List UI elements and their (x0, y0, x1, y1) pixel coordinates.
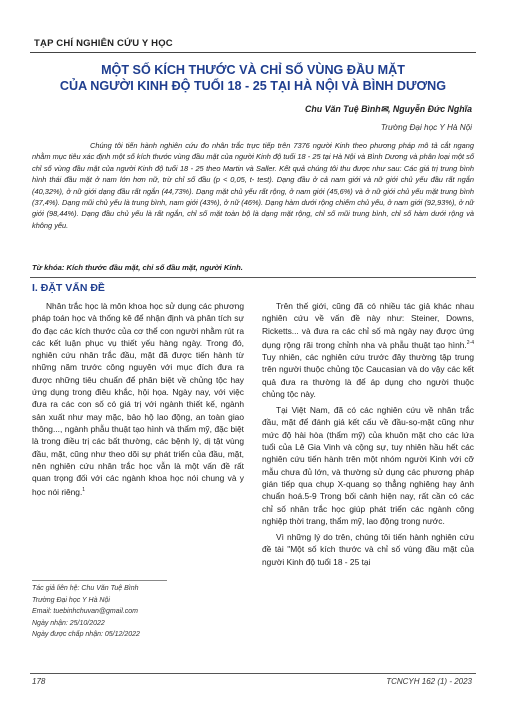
corr-accepted: Ngày được chấp nhận: 05/12/2022 (32, 631, 140, 639)
citation-sup: 2-4 (466, 339, 474, 346)
header-rule (30, 52, 476, 53)
correspondence-block (32, 583, 242, 641)
title-line-2: CỦA NGƯỜI KINH ĐỘ TUỔI 18 - 25 TẠI HÀ NỘI VÀ BÌNH DƯƠNG (59, 79, 447, 93)
left-column (32, 300, 244, 503)
abstract: Chúng tôi tiến hành nghiên cứu đo nhân trắc trực tiếp trên 7376 người Kinh theo phương pháp mô tả cắt ngang nhằm mục tiêu xác định một số kích thước vùng đầu mặt của người Kinh độ tuổi 18 - 25 tại Hà Nội và Bình Dương và phân loại một số chỉ số vùng đầu mặt của người Kinh độ tuổi 18 - 25 theo Martin và Saller. Kết quả chúng tôi thu được như sau: Các giá trị trung bình hình thái đầu mặt ở nam lớn hơn nữ, trừ chỉ số đầu (p < 0,05, t- test). Dạng đầu ở cả nam giới và nữ giới chủ yếu đầu rất ngắn (40,32%), ở nữ giới dạng đầu rất ngắn (44,73%). Dạng mặt chủ yếu rất rộng, ở nam giới (45,6%) và ở nữ giới chủ yếu mặt trung bình (37,4%). Dạng mũi chủ yếu là trung bình, nam giới (43%), ở nữ (46%). Dạng hàm dưới rộng chiếm chủ yếu, ở nam giới (92,93%), ở nữ giới (98,44%). Dạng đầu chủ yếu là rất ngắn, chỉ số mặt toàn bộ là dạng mặt rộng, chỉ số mũi trung bình, chỉ số hàm dưới rộng và không yếu. (32, 141, 474, 230)
left-paragraph-1: Nhân trắc học là môn khoa học sử dụng các phương pháp toán học và thống kê để nhận định và phân tích sự đo đạc các kích thước của cơ thể con người nhằm rút ra các kết luận phục vụ thiết yếu hàng ngày. Trong đó, nghiên cứu nhân trắc đầu, mặt đã được tiến hành từ những năm trước công nguyên với mục đích đưa ra được những tiêu chuẩn để phân biệt về chủng tộc hay ứng dụng trong điêu khắc, hội họa. Ngày nay, với việc đưa ra các con số có giá trị với ngành thiết kế, ngành sản xuất như may mặc, bảo hộ lao động, an toàn giao thông..., ngành phẫu thuật tạo hình và thẩm mỹ, đặc biệt là trong điều trị các bất thường, các bệnh lý, dị tật vùng đầu, mặt, cũng như theo dõi sự phát triển của đầu, mặt, nên nghiên cứu nhân trắc học vẫn là một vấn đề rất quan trọng đối với các ngành khoa học nói chung và y học nói riêng.$^1$ (32, 301, 244, 498)
title-line-1: MỘT SỐ KÍCH THƯỚC VÀ CHỈ SỐ VÙNG ĐẦU MẶT (101, 63, 405, 77)
corr-author: Tác giả liên hệ: Chu Văn Tuệ Bình (32, 585, 139, 592)
page-number: 178 (32, 677, 46, 686)
keywords: Từ khóa: Kích thước đầu mặt, chỉ số đầu mặt, người Kinh. (32, 263, 243, 272)
article-title (30, 62, 476, 94)
right-paragraph-1: Trên thế giới, cũng đã có nhiều tác giả khác nhau nghiên cứu về vấn đề này như: Steiner, Downs, Ricketts... và đưa ra các chỉ số mà ngày nay được ứng dụng rộng rãi trong chỉnh nha và phẫu thuật tạo hình.$^{2-4}$ Tuy nhiên, các nghiên cứu trước đây thường tập trung trên người thuộc chủng tộc Caucasian và do vậy các kết quả đưa ra thường là để áp dụng cho người thuộc chủng tộc này. (262, 301, 474, 399)
journal-reference: TCNCYH 162 (1) - 2023 (386, 677, 472, 686)
affiliation: Trường Đại học Y Hà Nội (380, 123, 472, 132)
right-column (262, 300, 474, 572)
corr-received: Ngày nhận: 25/10/2022 (32, 619, 105, 627)
journal-header: TẠP CHÍ NGHIÊN CỨU Y HỌC (34, 38, 173, 49)
corr-email: Email: tuebinhchuvan@gmail.com (32, 608, 138, 616)
citation-sup: 1 (82, 487, 86, 494)
section-rule (30, 277, 476, 278)
correspondence-rule (32, 580, 167, 581)
section-heading: I. ĐẶT VẤN ĐỀ (32, 282, 105, 294)
corr-affiliation: Trường Đại học Y Hà Nội (32, 596, 110, 604)
authors: Chu Văn Tuệ Bình✉, Nguyễn Đức Nghĩa (305, 104, 472, 114)
footer-rule (30, 673, 476, 674)
right-paragraph-3: Vì những lý do trên, chúng tôi tiến hành nghiên cứu đề tài "Một số kích thước và chỉ số vùng đầu mặt của người Kinh độ tuổi 18 - 25 tại (262, 532, 474, 567)
right-paragraph-2: Tại Việt Nam, đã có các nghiên cứu về nhân trắc đầu, mặt để đánh giá kết cấu về đầu-sọ-mặt cũng như mức độ hài hòa (thẩm mỹ) của khuôn mặt cho các lứa tuổi của Lê Gia Vinh và cộng sự, tuy nhiên hầu hết các nghiên cứu tiến hành trên một nhóm người Kinh với cỡ mẫu chưa đủ lớn, và thường sử dụng các phương pháp gián tiếp qua chụp X-quang sọ thẳng nghiêng hay ảnh chuẩn hoá.5-9 Trong bối cảnh hiện nay, rất cần có các chỉ số nhân trắc học giúp phát triển các ngành công nghiệp thời trang, thẩm mỹ, lao động trong nước. (262, 405, 474, 526)
